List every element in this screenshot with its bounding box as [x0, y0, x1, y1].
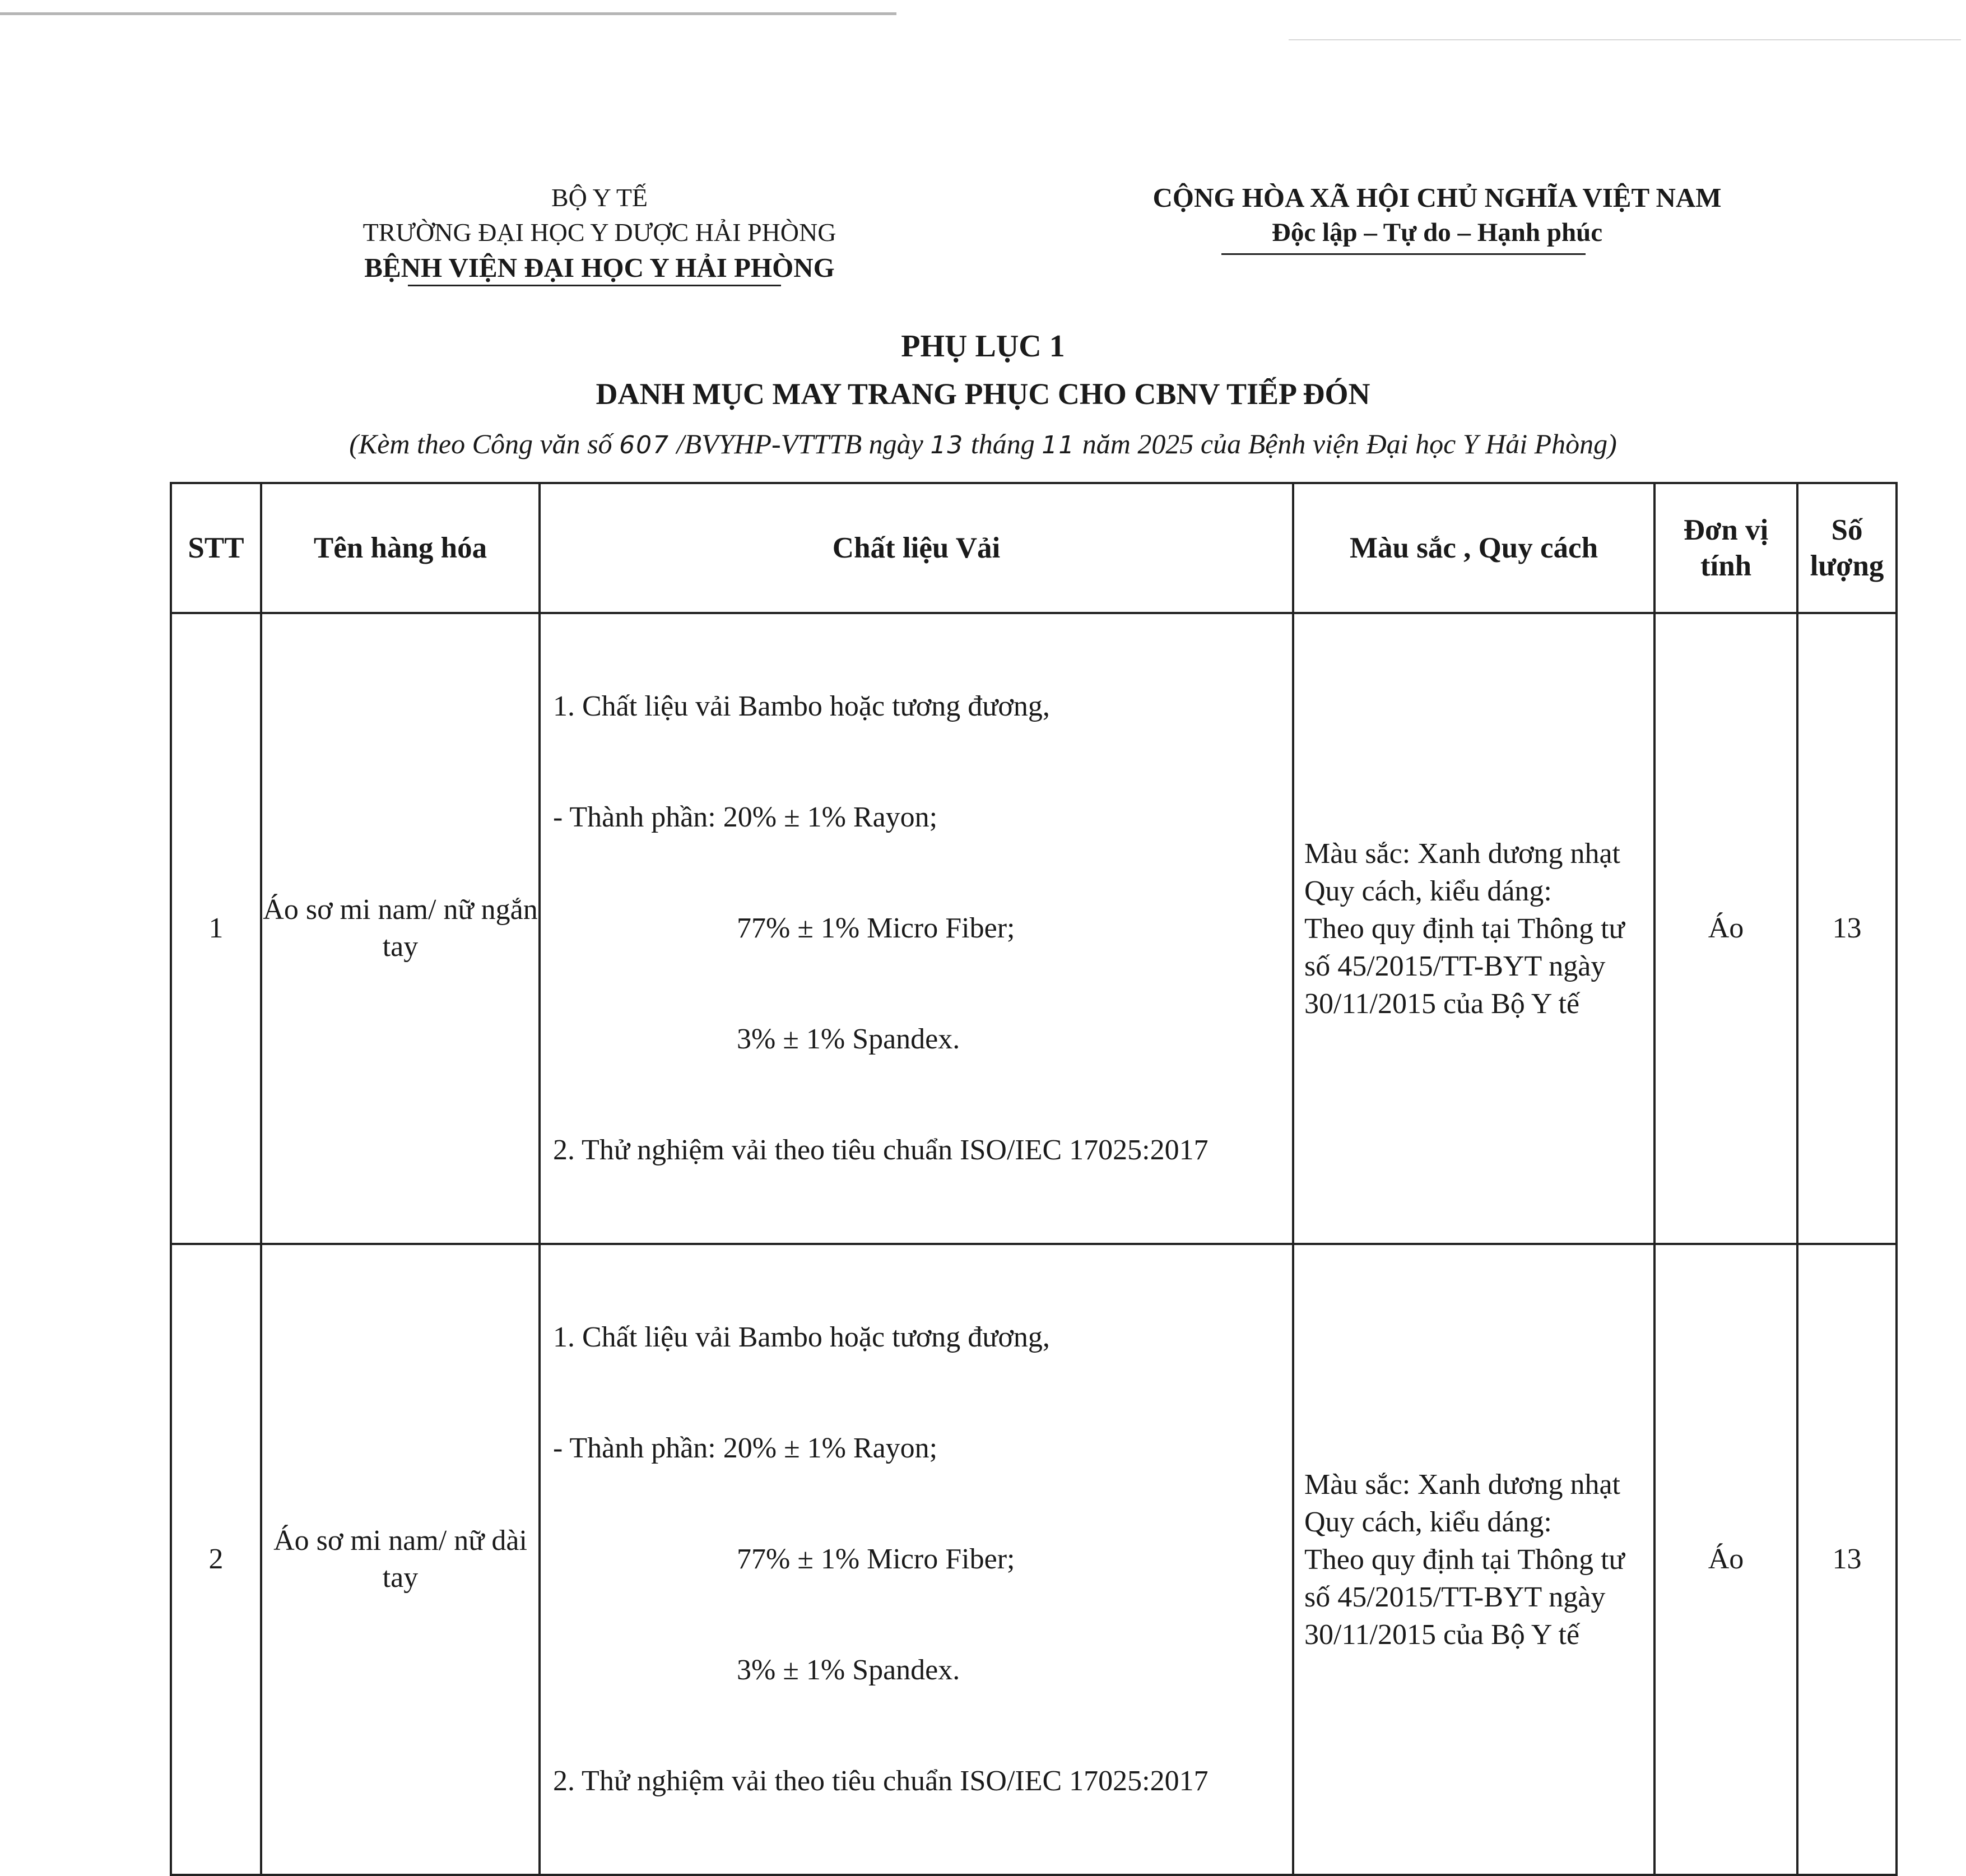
scan-edge-line — [0, 12, 896, 15]
appendix-subtitle: DANH MỤC MAY TRANG PHỤC CHO CBNV TIẾP ĐÓN — [596, 377, 1370, 411]
cell-stt: 2 — [171, 1244, 261, 1875]
fabric-line: 3% ± 1% Spandex. — [737, 1654, 960, 1686]
header-rule — [408, 285, 781, 286]
issuer-header — [291, 180, 908, 286]
fabric-line: 1. Chất liệu vải Bambo hoặc tương đương, — [553, 1321, 1050, 1353]
cell-color-spec — [1293, 613, 1654, 1244]
cell-fabric — [540, 1244, 1293, 1875]
color-line: Màu sắc: Xanh dương nhạt — [1304, 837, 1621, 870]
handwritten-month: 11 — [1042, 431, 1076, 459]
table-row — [171, 613, 1897, 1244]
note-text: /BVYHP-VTTTB ngày — [670, 428, 931, 459]
university-name: TRƯỜNG ĐẠI HỌC Y DƯỢC HẢI PHÒNG — [362, 218, 836, 247]
col-header-fabric: Chất liệu Vải — [540, 483, 1293, 613]
color-line: Theo quy định tại Thông tư số 45/2015/TT-BYT ngày 30/11/2015 của Bộ Y tế — [1304, 912, 1625, 1020]
fabric-line: 2. Thử nghiệm vải theo tiêu chuẩn ISO/IEC 17025:2017 — [553, 1765, 1209, 1797]
color-line: Màu sắc: Xanh dương nhạt — [1304, 1468, 1621, 1501]
cell-stt: 1 — [171, 613, 261, 1244]
fabric-line: - Thành phần: 20% ± 1% Rayon; — [553, 801, 938, 833]
fabric-line: - Thành phần: 20% ± 1% Rayon; — [553, 1432, 938, 1464]
col-header-name: Tên hàng hóa — [261, 483, 540, 613]
cell-color-spec — [1293, 1244, 1654, 1875]
cell-item-name: Áo sơ mi nam/ nữ ngắn tay — [261, 613, 540, 1244]
note-text: tháng — [964, 428, 1042, 459]
cell-fabric — [540, 613, 1293, 1244]
ministry-name: BỘ Y TẾ — [551, 183, 648, 212]
uniform-table — [170, 482, 1898, 1876]
cell-qty: 13 — [1797, 613, 1897, 1244]
color-line: Theo quy định tại Thông tư số 45/2015/TT-BYT ngày 30/11/2015 của Bộ Y tế — [1304, 1543, 1625, 1651]
col-header-stt: STT — [171, 483, 261, 613]
national-header — [1065, 180, 1810, 250]
hospital-name: BỆNH VIỆN ĐẠI HỌC Y HẢI PHÒNG — [364, 252, 835, 283]
note-text: (Kèm theo Công văn số — [349, 428, 620, 459]
motto-rule — [1221, 253, 1586, 255]
cell-qty: 13 — [1797, 1244, 1897, 1875]
note-text: năm 2025 của Bệnh viện Đại học Y Hải Phòng) — [1075, 428, 1617, 459]
fabric-line: 77% ± 1% Micro Fiber; — [737, 1543, 1015, 1575]
fabric-line: 1. Chất liệu vải Bambo hoặc tương đương, — [553, 690, 1050, 722]
cell-unit: Áo — [1654, 1244, 1797, 1875]
cell-item-name: Áo sơ mi nam/ nữ dài tay — [261, 1244, 540, 1875]
country-name: CỘNG HÒA XÃ HỘI CHỦ NGHĨA VIỆT NAM — [1152, 182, 1722, 213]
handwritten-doc-number: 607 — [619, 431, 670, 459]
handwritten-day: 13 — [930, 431, 964, 459]
reference-note — [0, 424, 1966, 465]
appendix-title: PHỤ LỤC 1 — [901, 329, 1065, 364]
table-header-row — [171, 483, 1897, 613]
color-line: Quy cách, kiểu dáng: — [1304, 875, 1552, 907]
col-header-color: Màu sắc , Quy cách — [1293, 483, 1654, 613]
scan-edge-line — [1289, 39, 1961, 40]
country-motto: Độc lập – Tự do – Hạnh phúc — [1271, 218, 1603, 247]
col-header-qty: Số lượng — [1797, 483, 1897, 613]
col-header-unit: Đơn vị tính — [1654, 483, 1797, 613]
cell-unit: Áo — [1654, 613, 1797, 1244]
color-line: Quy cách, kiểu dáng: — [1304, 1506, 1552, 1538]
fabric-line: 3% ± 1% Spandex. — [737, 1023, 960, 1055]
fabric-line: 77% ± 1% Micro Fiber; — [737, 912, 1015, 944]
table-row — [171, 1244, 1897, 1875]
fabric-line: 2. Thử nghiệm vải theo tiêu chuẩn ISO/IEC 17025:2017 — [553, 1134, 1209, 1166]
